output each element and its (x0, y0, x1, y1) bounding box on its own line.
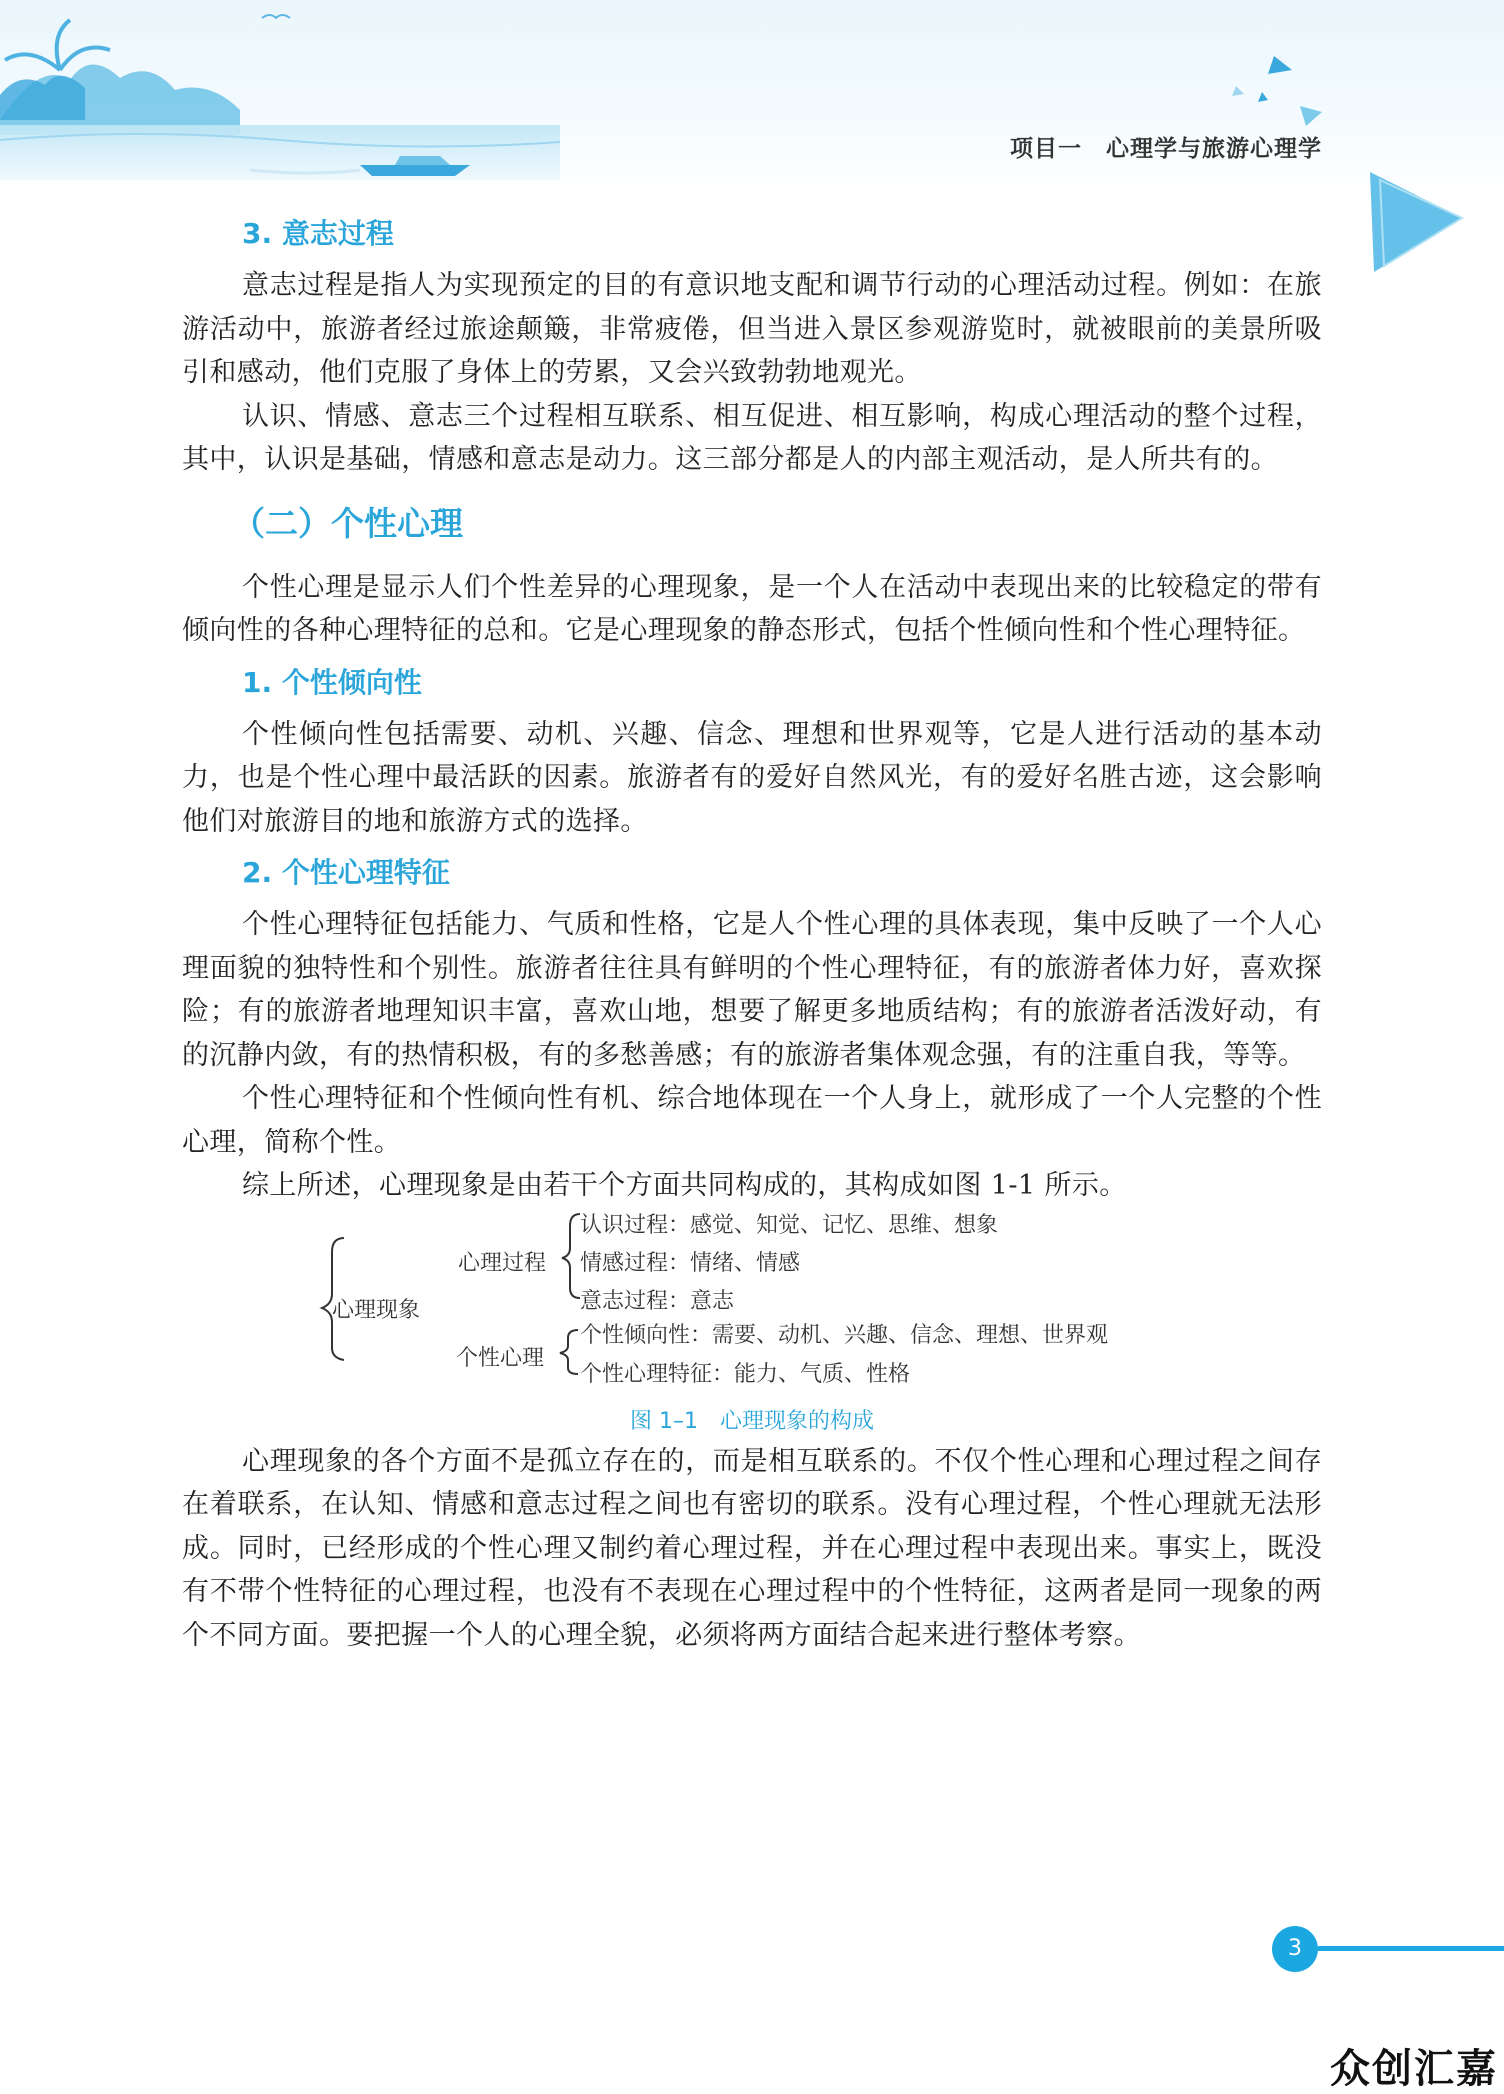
paragraph: 认识、情感、意志三个过程相互联系、相互促进、相互影响，构成心理活动的整个过程，其中，认识是基础，情感和意志是动力。这三部分都是人的内部主观活动，是人所共有的。 (182, 400, 1322, 475)
page-number-badge: 3 (1272, 1926, 1318, 1972)
paragraph: 综上所述，心理现象是由若干个方面共同构成的，其构成如图 1-1 所示。 (242, 1170, 1127, 1201)
paragraph: 心理现象的各个方面不是孤立存在的，而是相互联系的。不仅个性心理和心理过程之间存在着联系，在认知、情感和意志过程之间也有密切的联系。没有心理过程，个性心理就无法形成。同时，已经形成的个性心理又制约着心理过程，并在心理过程中表现出来。事实上，既没有不带个性特征的心理过程，也没有不表现在心理过程中的个性特征，这两者是同一现象的两个不同方面。要把握一个人的心理全貌，必须将两方面结合起来进行整体考察。 (182, 1445, 1322, 1651)
section-title-characteristics: 2. 个性心理特征 (242, 856, 450, 889)
diagram-branch-personality: 个性心理 (456, 1345, 545, 1371)
diagram-branch-process: 心理过程 (458, 1250, 547, 1276)
section-title-tendency: 1. 个性倾向性 (242, 665, 422, 699)
figure-caption: 图 1–1 心理现象的构成 (630, 1408, 874, 1434)
publisher-watermark: 众创汇嘉 (1330, 2046, 1498, 2092)
section-title-will-process: 3. 意志过程 (242, 217, 394, 250)
structure-diagram (182, 1208, 1322, 1440)
diagram-leaf-cognition-line: 认识过程：感觉、知觉、记忆、思维、想象 (580, 1212, 999, 1238)
running-head: 项目一 心理学与旅游心理学 (1010, 136, 1322, 162)
paragraph: 个性心理特征和个性倾向性有机、综合地体现在一个人身上，就形成了一个人完整的个性心理，简称个性。 (182, 1083, 1322, 1158)
diagram-leaf-emotion: 情感过程：情绪、情感 (580, 1250, 801, 1276)
paragraph: 个性心理是显示人们个性差异的心理现象，是一个人在活动中表现出来的比较稳定的带有倾向性的各种心理特征的总和。它是心理现象的静态形式，包括个性倾向性和个性心理特征。 (182, 571, 1322, 646)
beach-illustration (0, 0, 1504, 195)
page-number-rule (1318, 1946, 1504, 1951)
paragraph: 意志过程是指人为实现预定的目的有意识地支配和调节行动的心理活动过程。例如：在旅游活动中，旅游者经过旅途颠簸，非常疲倦，但当进入景区参观游览时，就被眼前的美景所吸引和感动，他们克服了身体上的劳累，又会兴致勃勃地观光。 (182, 270, 1322, 388)
diagram-leaf-traits: 个性心理特征：能力、气质、性格 (580, 1361, 911, 1387)
paragraph: 个性倾向性包括需要、动机、兴趣、信念、理想和世界观等，它是人进行活动的基本动力，也是个性心理中最活跃的因素。旅游者有的爱好自然风光，有的爱好名胜古迹，这会影响他们对旅游目的地和旅游方式的选择。 (182, 718, 1322, 837)
page-body (182, 212, 1322, 1657)
diagram-root: 心理现象 (332, 1297, 421, 1323)
header-banner (0, 0, 1504, 195)
paragraph: 个性心理特征包括能力、气质和性格，它是人个性心理的具体表现，集中反映了一个人心理面貌的独特性和个别性。旅游者往往具有鲜明的个性心理特征，有的旅游者体力好，喜欢探险；有的旅游者地理知识丰富，喜欢山地，想要了解更多地质结构；有的旅游者活泼好动，有的沉静内敛，有的热情积极，有的多愁善感；有的旅游者集体观念强，有的注重自我，等等。 (182, 909, 1322, 1071)
decorative-triangle-icon (1366, 168, 1486, 278)
diagram-leaf-will: 意志过程：意志 (580, 1288, 735, 1314)
section-title-personality: （二）个性心理 (232, 503, 463, 543)
diagram-leaf-tendency: 个性倾向性：需要、动机、兴趣、信念、理想、世界观 (580, 1322, 1109, 1348)
